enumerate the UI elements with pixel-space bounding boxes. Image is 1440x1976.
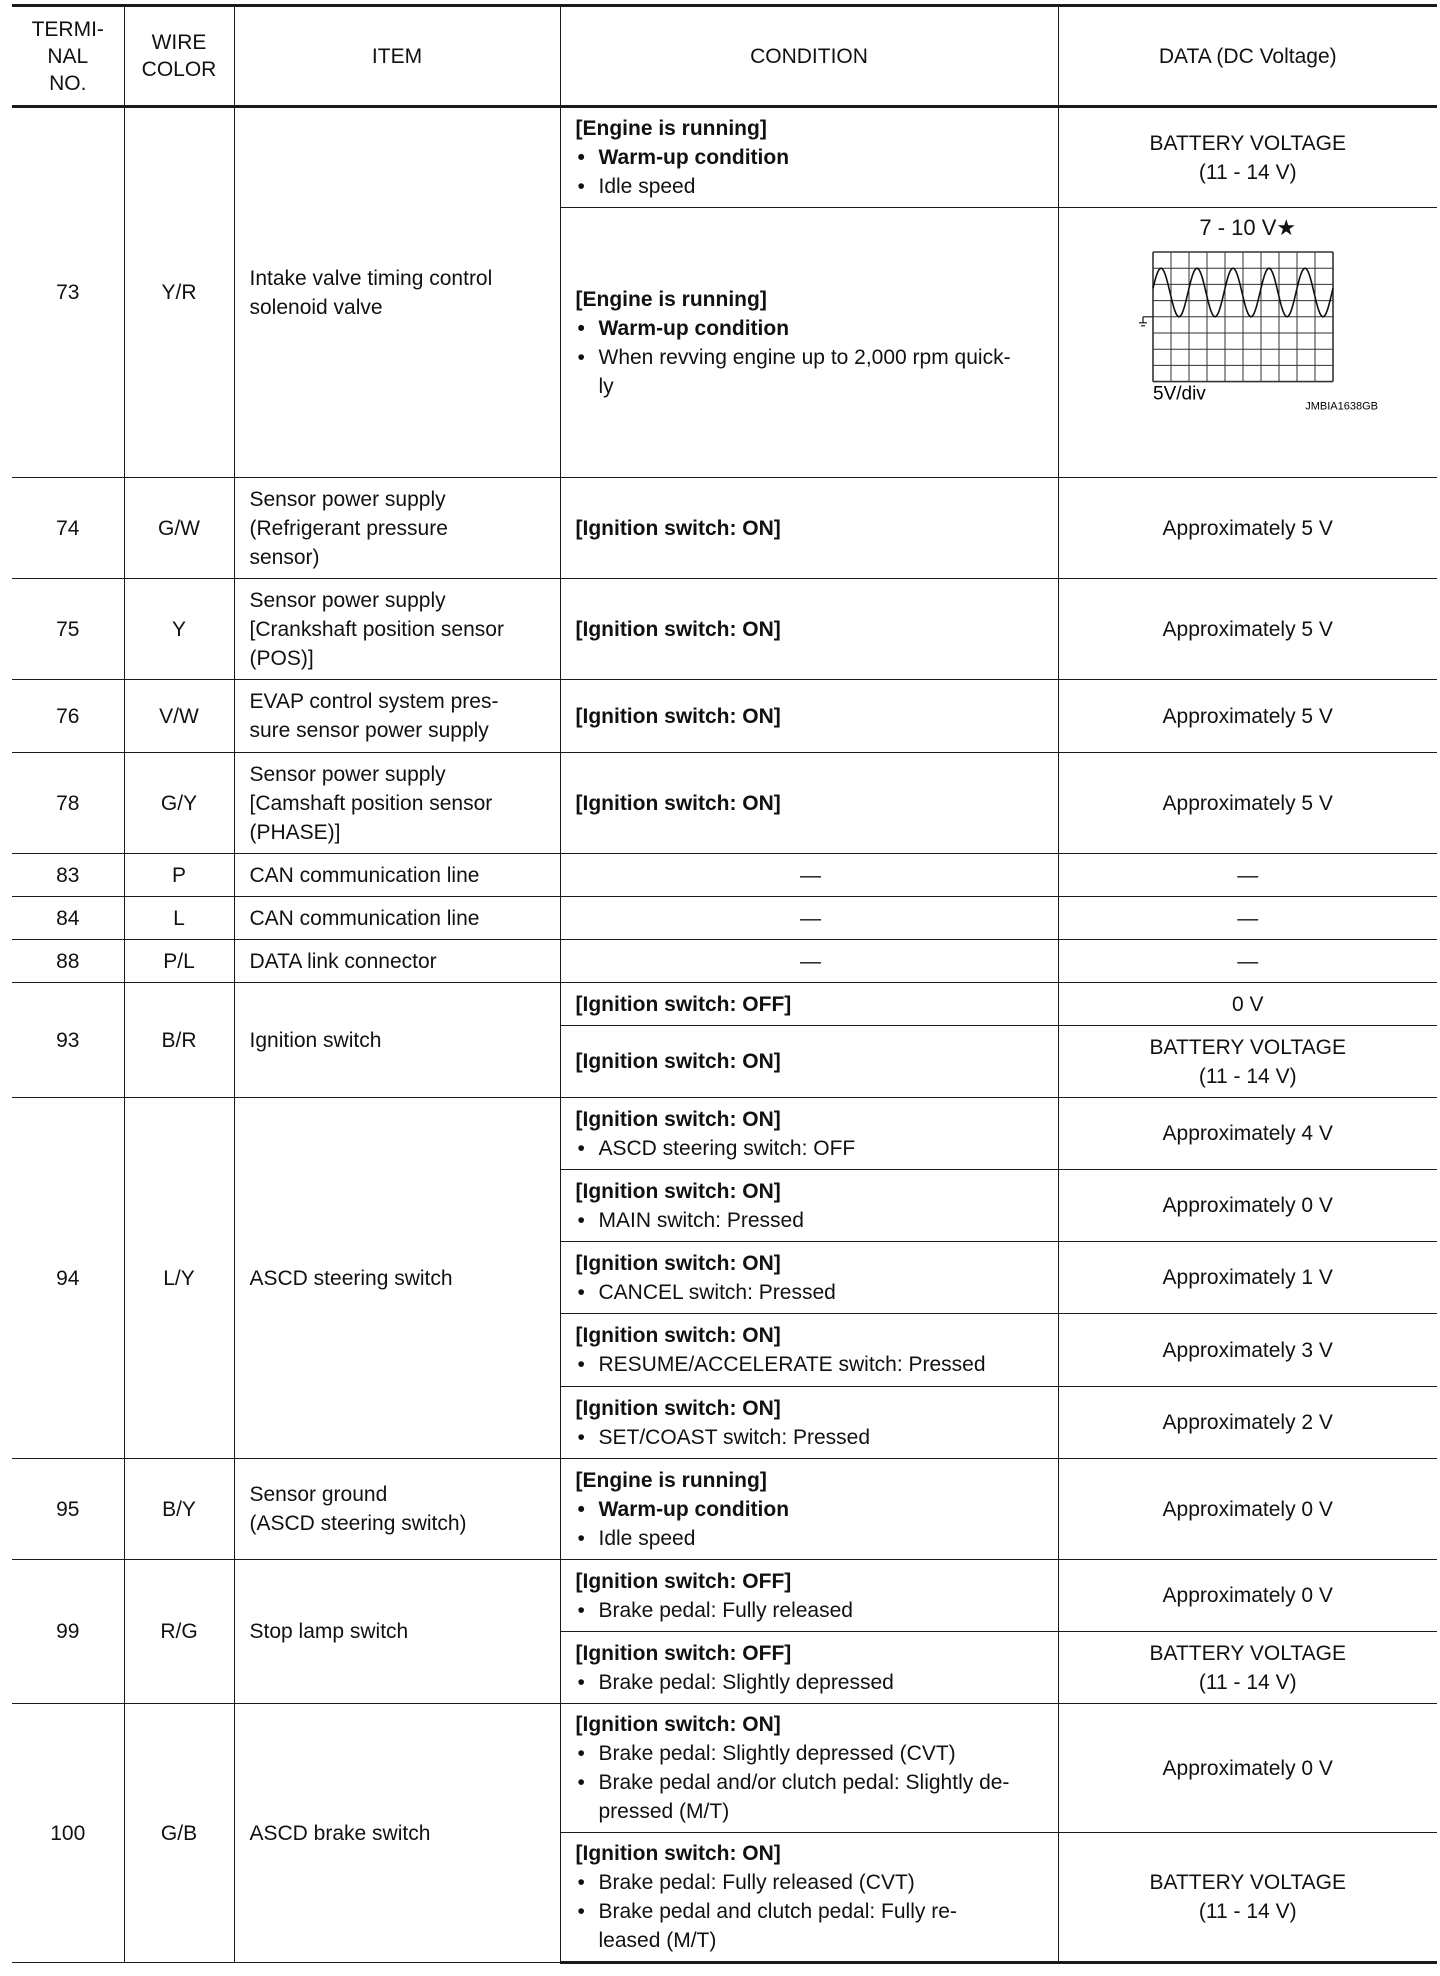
terminal-no: 88 [12,940,124,983]
condition-cell [560,478,1058,579]
condition-header: [Ignition switch: ON] [575,1713,781,1736]
condition-header: [Ignition switch: ON] [575,617,781,641]
ecm-terminal-table [12,4,1437,1964]
condition-cell [560,1387,1058,1459]
wire-color: Y/R [124,107,234,478]
condition-bullets [576,1350,1046,1379]
item: DATA link connector [234,940,560,983]
table-row [12,1098,1437,1170]
data-value [1058,1026,1437,1098]
condition-bullet: • Brake pedal: Slightly depressed (CVT) [576,1739,1046,1768]
condition-cell [560,753,1058,854]
condition-bullets [576,1596,1046,1625]
item: CAN communication line [234,854,560,897]
condition-cell [560,1833,1058,1963]
wire-color: Y [124,579,234,680]
oscilloscope-waveform [1113,242,1383,442]
table-row [12,753,1437,854]
header-wire-color: WIRE COLOR [124,6,234,107]
item: Stop lamp switch [234,1560,560,1704]
table-row [12,107,1437,208]
condition-header: [Engine is running] [575,117,767,140]
data-value [1058,854,1437,897]
condition-bullet: • When revving engine up to 2,000 rpm quick- ly [576,343,1046,401]
condition-bullet: • ASCD steering switch: OFF [576,1134,1046,1163]
item: Sensor ground (ASCD steering switch) [234,1459,560,1560]
data-value [1058,1170,1437,1242]
terminal-no: 75 [12,579,124,680]
header-terminal-no: TERMI- NAL NO. [12,6,124,107]
table-row [12,680,1437,753]
condition-header: [Ignition switch: ON] [575,1050,781,1073]
table-row [12,897,1437,940]
condition-cell [560,107,1058,208]
condition-dash: — [800,949,821,973]
condition-cell [560,940,1058,983]
table-row [12,854,1437,897]
data-value [1058,478,1437,579]
data-value [1058,579,1437,680]
terminal-no: 99 [12,1560,124,1704]
terminal-no: 84 [12,897,124,940]
table-row [12,1459,1437,1560]
data-value-text: Approximately 4 V [1162,1122,1333,1145]
data-value-text: BATTERY VOLTAGE (11 - 14 V) [1149,1871,1346,1923]
condition-bullet: • CANCEL switch: Pressed [576,1278,1046,1307]
data-value [1058,940,1437,983]
item: Sensor power supply (Refrigerant pressure sensor) [234,478,560,579]
condition-bullets [576,1278,1046,1307]
condition-cell [560,1242,1058,1314]
condition-header: [Ignition switch: OFF] [575,992,792,1016]
condition-header: [Ignition switch: OFF] [575,1569,792,1593]
data-value [1058,753,1437,854]
terminal-no: 74 [12,478,124,579]
condition-bullet: • Brake pedal and/or clutch pedal: Slightly de- pressed (M/T) [576,1768,1046,1826]
condition-bullet: • Warm-up condition [576,314,1046,343]
data-value [1058,1833,1437,1963]
header-condition: CONDITION [560,6,1058,107]
wire-color: B/R [124,983,234,1098]
condition-bullet: • Brake pedal and clutch pedal: Fully re- leased (M/T) [576,1897,1046,1955]
data-value [1058,983,1437,1026]
condition-cell [560,1459,1058,1560]
data-value [1058,680,1437,753]
data-value-text: Approximately 5 V [1162,617,1333,641]
condition-bullets [576,1423,1046,1452]
condition-header: [Ignition switch: ON] [575,516,781,540]
data-value-text: Approximately 3 V [1162,1338,1333,1362]
data-value-text: Approximately 0 V [1162,1194,1333,1217]
condition-cell [560,208,1058,478]
condition-cell [560,854,1058,897]
table-row [12,1704,1437,1833]
condition-header: [Ignition switch: ON] [575,1179,781,1203]
data-value [1058,1560,1437,1632]
condition-cell [560,1098,1058,1170]
condition-bullet: • Brake pedal: Fully released [576,1596,1046,1625]
condition-bullets [576,1739,1046,1826]
condition-header: [Engine is running] [575,1468,767,1492]
item: ASCD brake switch [234,1704,560,1963]
data-value-text: Approximately 5 V [1162,704,1333,728]
condition-bullet: • Idle speed [576,172,1046,201]
condition-header: [Ignition switch: ON] [575,1396,781,1420]
header-item: ITEM [234,6,560,107]
waveform-scale: 5V/div [1152,383,1206,405]
item: CAN communication line [234,897,560,940]
condition-dash: — [800,906,821,930]
condition-cell [560,579,1058,680]
condition-header: [Ignition switch: ON] [575,1107,781,1131]
data-value [1058,897,1437,940]
data-value [1058,1632,1437,1704]
condition-bullets [576,314,1046,401]
data-value [1058,1098,1437,1170]
condition-header: [Ignition switch: ON] [575,1251,781,1275]
wire-color: V/W [124,680,234,753]
condition-header: [Ignition switch: ON] [575,791,781,815]
condition-header: [Ignition switch: ON] [575,704,781,728]
item: EVAP control system pres- sure sensor power supply [234,680,560,753]
condition-cell [560,1560,1058,1632]
condition-header: [Engine is running] [575,287,767,311]
condition-cell [560,680,1058,753]
wire-color: G/Y [124,753,234,854]
data-value-text: Approximately 5 V [1162,516,1333,540]
condition-cell [560,983,1058,1026]
condition-bullet: • SET/COAST switch: Pressed [576,1423,1046,1452]
item: Ignition switch [234,983,560,1098]
item: Intake valve timing control solenoid valve [234,107,560,478]
terminal-no: 76 [12,680,124,753]
data-value-text: Approximately 5 V [1162,791,1333,815]
data-value-text: Approximately 0 V [1162,1756,1333,1780]
condition-dash: — [800,863,821,887]
condition-cell [560,1170,1058,1242]
data-value-text: Approximately 2 V [1162,1411,1333,1434]
item: Sensor power supply [Camshaft position sensor (PHASE)] [234,753,560,854]
condition-cell [560,1026,1058,1098]
data-value [1058,1459,1437,1560]
item: Sensor power supply [Crankshaft position sensor (POS)] [234,579,560,680]
data-value [1058,1704,1437,1833]
data-value-text: Approximately 0 V [1162,1584,1333,1607]
terminal-no: 95 [12,1459,124,1560]
data-value [1058,1387,1437,1459]
condition-cell [560,897,1058,940]
wire-color: P [124,854,234,897]
wire-color: L/Y [124,1098,234,1459]
condition-bullet: • Brake pedal: Slightly depressed [576,1668,1046,1697]
table-body [12,107,1437,1963]
condition-bullets [576,1206,1046,1235]
data-value-text: BATTERY VOLTAGE (11 - 14 V) [1149,1641,1346,1694]
table-row [12,1560,1437,1632]
wire-color: R/G [124,1560,234,1704]
data-value-text: BATTERY VOLTAGE (11 - 14 V) [1149,131,1346,184]
condition-bullets [576,1868,1046,1955]
condition-cell [560,1704,1058,1833]
condition-bullets [576,143,1046,201]
condition-cell [560,1632,1058,1704]
header-data: DATA (DC Voltage) [1058,6,1437,107]
terminal-no: 73 [12,107,124,478]
data-voltage-label: 7 - 10 V★ [1199,215,1297,240]
data-value [1058,1242,1437,1314]
wire-color: B/Y [124,1459,234,1560]
data-value-text: Approximately 1 V [1162,1266,1333,1289]
condition-header: [Ignition switch: OFF] [575,1641,792,1665]
condition-bullet: • RESUME/ACCELERATE switch: Pressed [576,1350,1046,1379]
condition-bullets [576,1495,1046,1553]
table-row [12,579,1437,680]
terminal-no: 94 [12,1098,124,1459]
terminal-no: 83 [12,854,124,897]
condition-header: [Ignition switch: ON] [575,1324,781,1347]
wire-color: P/L [124,940,234,983]
data-value-text: — [1237,906,1259,930]
condition-bullet: • Warm-up condition [576,143,1046,172]
ground-symbol-icon [1139,317,1153,326]
data-value-text: — [1237,863,1259,887]
wire-color: L [124,897,234,940]
data-value-text: BATTERY VOLTAGE (11 - 14 V) [1149,1035,1346,1088]
condition-bullet: • Brake pedal: Fully released (CVT) [576,1868,1046,1897]
wire-color: G/B [124,1704,234,1963]
table-row [12,940,1437,983]
condition-bullet: • MAIN switch: Pressed [576,1206,1046,1235]
waveform-code: JMBIA1638GB [1304,400,1378,413]
terminal-no: 78 [12,753,124,854]
data-value-text: — [1237,949,1259,973]
condition-cell [560,1314,1058,1387]
data-value [1058,208,1437,478]
wire-color: G/W [124,478,234,579]
table-row [12,478,1437,579]
terminal-no: 100 [12,1704,124,1963]
data-value [1058,107,1437,208]
data-value [1058,1314,1437,1387]
terminal-no: 93 [12,983,124,1098]
data-value-text: Approximately 0 V [1162,1497,1333,1521]
condition-bullet: • Warm-up condition [576,1495,1046,1524]
data-value-text: 0 V [1231,992,1264,1016]
condition-bullets [576,1668,1046,1697]
condition-header: [Ignition switch: ON] [575,1842,781,1865]
item: ASCD steering switch [234,1098,560,1459]
terminal-table-page [12,4,1437,1976]
condition-bullet: • Idle speed [576,1524,1046,1553]
condition-bullets [576,1134,1046,1163]
table-row [12,983,1437,1026]
